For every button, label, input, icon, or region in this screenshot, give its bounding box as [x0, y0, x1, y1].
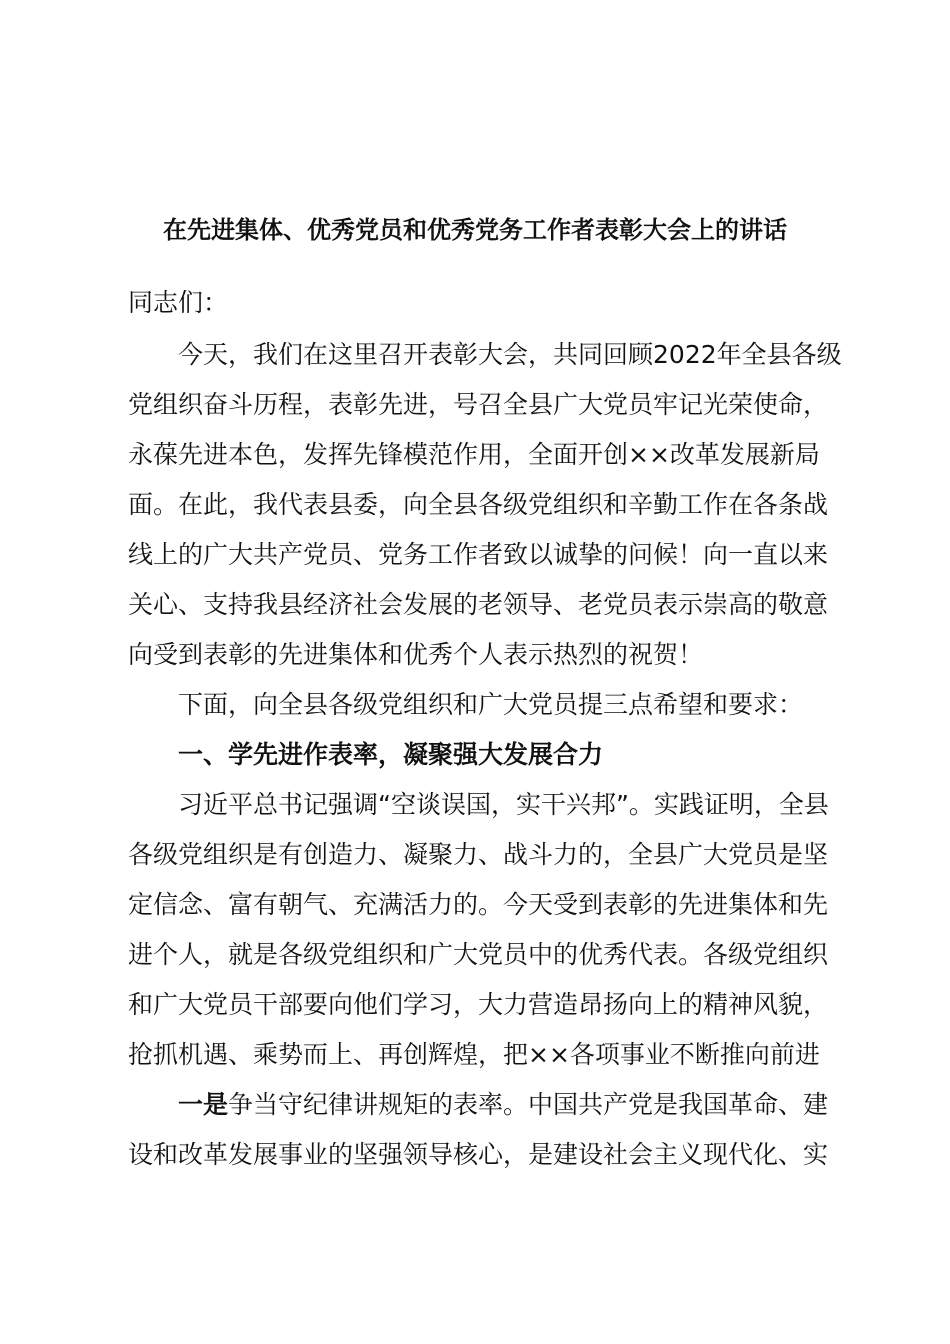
paragraph-line: 进个人，就是各级党组织和广大党员中的优秀代表。各级党组织	[128, 940, 829, 969]
section-heading: 一、学先进作表率，凝聚强大发展合力	[178, 740, 604, 769]
point-lead: 一是	[178, 1090, 229, 1119]
paragraph-line: 下面，向全县各级党组织和广大党员提三点希望和要求：	[178, 690, 804, 719]
paragraph-line: 各级党组织是有创造力、凝聚力、战斗力的，全县广大党员是坚	[128, 840, 829, 869]
paragraph-line: 和广大党员干部要向他们学习，大力营造昂扬向上的精神风貌，	[128, 990, 829, 1019]
paragraph-line: 习近平总书记强调“空谈误国，实干兴邦”。实践证明，全县	[178, 790, 829, 819]
paragraph-line: 设和改革发展事业的坚强领导核心，是建设社会主义现代化、实	[128, 1140, 829, 1169]
paragraph-line: 党组织奋斗历程，表彰先进，号召全县广大党员牢记光荣使命，	[128, 390, 829, 419]
paragraph-line: 永葆先进本色，发挥先锋模范作用，全面开创××改革发展新局	[128, 440, 820, 469]
paragraph-line: 关心、支持我县经济社会发展的老领导、老党员表示崇高的敬意	[128, 590, 829, 619]
paragraph-line: 今天，我们在这里召开表彰大会，共同回顾2022年全县各级	[178, 340, 842, 369]
salutation: 同志们：	[128, 288, 229, 317]
paragraph-line: 抢抓机遇、乘势而上、再创辉煌，把××各项事业不断推向前进	[128, 1040, 820, 1069]
paragraph-line: 线上的广大共产党员、党务工作者致以诚挚的问候！向一直以来	[128, 540, 829, 569]
paragraph-line: 向受到表彰的先进集体和优秀个人表示热烈的祝贺！	[128, 640, 704, 669]
paragraph-line: 面。在此，我代表县委，向全县各级党组织和辛勤工作在各条战	[128, 490, 829, 519]
document-title: 在先进集体、优秀党员和优秀党务工作者表彰大会上的讲话	[163, 216, 787, 244]
paragraph-line	[178, 1086, 828, 1124]
point-text: 争当守纪律讲规矩的表率。中国共产党是我国革命、建	[228, 1090, 829, 1119]
paragraph-line: 定信念、富有朝气、充满活力的。今天受到表彰的先进集体和先	[128, 890, 829, 919]
